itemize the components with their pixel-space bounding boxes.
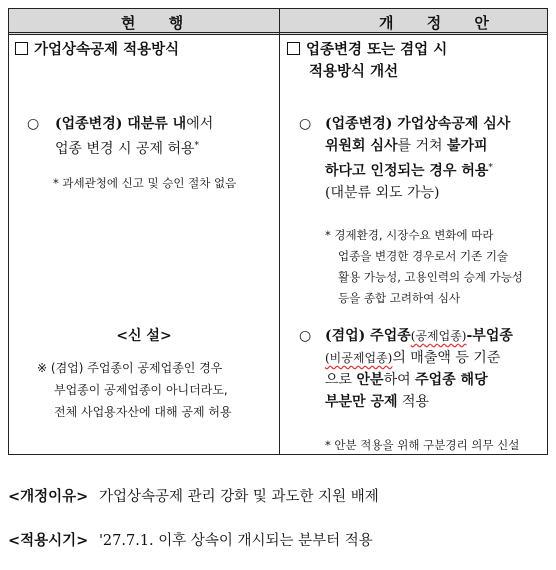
- footer-reason: [8, 486, 379, 508]
- apply-label: <적용시기>: [8, 533, 89, 549]
- revised-item-industry-change: ○ (업종변경) 가업상속공제 심사 위원회 심사를 거쳐 불가피 하다고 인정되는 경우 허용* (대분류 외도 가능): [299, 116, 511, 201]
- current-title: 가업상속공제 적용방식: [15, 39, 179, 61]
- revised-note-industry-change: * 경제환경, 시장수요 변화에 따라 업종을 변경한 경우로서 기존 기술 활용 가능성, 고용인력의 승계 가능성 등을 종합 고려하여 심사: [325, 228, 523, 305]
- current-item-dual-business: ※ (겸업) 주업종이 공제업종인 경우 부업종이 공제업종이 아니더라도, 전체 사업용자산에 대해 공제 허용: [37, 361, 232, 419]
- header-revised: 개 정 안: [379, 14, 503, 32]
- revised-note-dual-business: * 안분 적용을 위해 구분경리 의무 신설: [325, 438, 520, 452]
- checkbox-square-icon: [15, 42, 28, 55]
- revised-title: 업종변경 또는 겸업 시 적용방식 개선: [287, 39, 447, 83]
- table-header: [9, 9, 547, 35]
- comparison-table: [8, 8, 548, 455]
- header-current: 현 행: [121, 14, 198, 32]
- current-note-industry-change: * 과세관청에 신고 및 승인 절차 없음: [53, 176, 237, 190]
- footer-apply-date: [8, 530, 373, 552]
- current-column: [13, 39, 275, 450]
- apply-text: '27.7.1. 이후 상속이 개시되는 분부터 적용: [98, 533, 373, 549]
- reason-text: 가업상속공제 관리 강화 및 과도한 지원 배제: [98, 489, 379, 505]
- revised-column: [285, 39, 547, 450]
- reason-label: <개정이유>: [8, 489, 89, 505]
- current-new-label: <신 설>: [116, 328, 172, 344]
- current-item-industry-change: ○ (업종변경) 대분류 내에서 업종 변경 시 공제 허용*: [27, 116, 214, 157]
- checkbox-square-icon: [287, 42, 300, 55]
- column-divider: [279, 9, 280, 454]
- revised-item-dual-business: ○ (겸업) 주업종(공제업종)-부업종 (비공제업종)의 매출액 등 기준 으로 안분하여 주업종 해당 부분만 공제 적용: [299, 328, 513, 410]
